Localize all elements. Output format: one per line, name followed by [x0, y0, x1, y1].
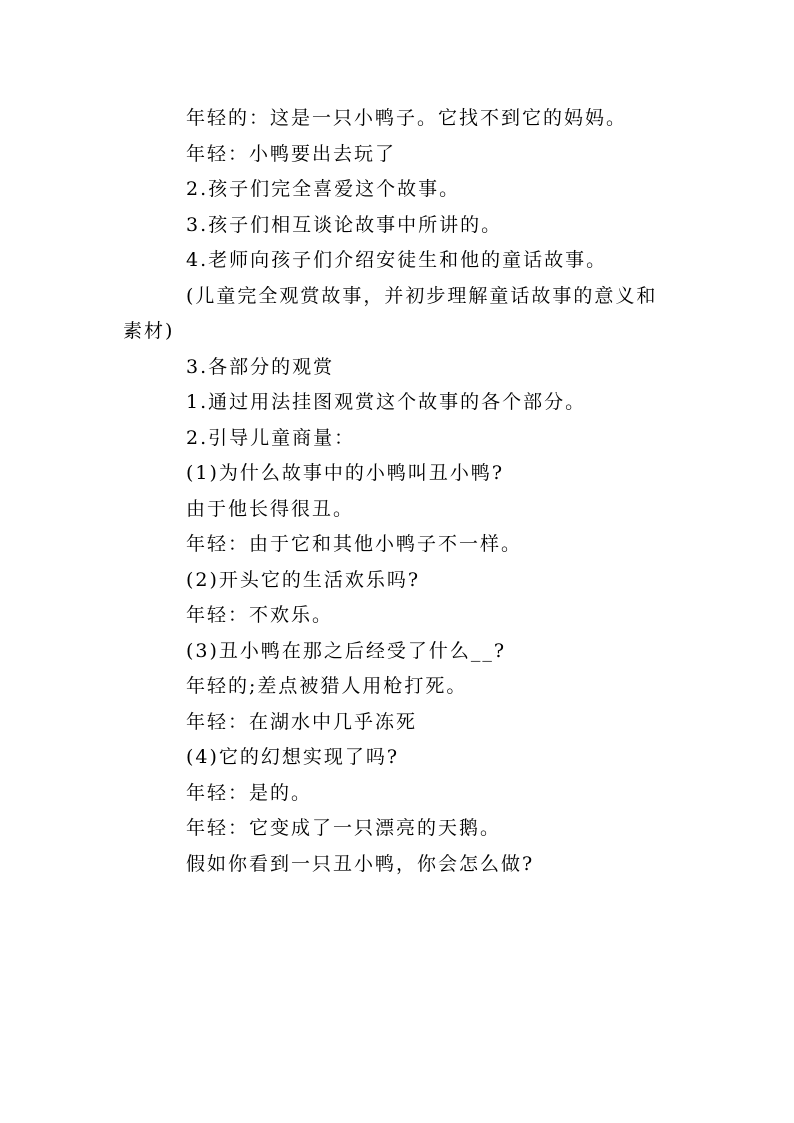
question-line: (2)开头它的生活欢乐吗? [186, 568, 421, 591]
text-line: 4.老师向孩子们介绍安徒生和他的童话故事。 [186, 249, 608, 271]
text-line: 年轻：小鸭要出去玩了 [186, 142, 397, 165]
text-line: 1.通过用法挂图观赏这个故事的各个部分。 [186, 391, 587, 413]
answer-line: 年轻：不欢乐。 [186, 604, 334, 626]
question-line: 假如你看到一只丑小鸭，你会怎么做? [186, 852, 535, 875]
text-line: (儿童完全观赏故事，并初步理解童话故事的意义和 [186, 284, 658, 307]
text-line: 年轻的：这是一只小鸭子。它找不到它的妈妈。 [186, 107, 628, 129]
question-line: (1)为什么故事中的小鸭叫丑小鸭? [186, 462, 505, 484]
answer-line: 年轻：由于它和其他小鸭子不一样。 [186, 533, 523, 555]
answer-line: 由于他长得很丑。 [186, 497, 355, 520]
answer-line: 年轻：是的。 [186, 781, 313, 804]
document-body [123, 101, 683, 882]
question-line: (4)它的幻想实现了吗? [186, 746, 400, 768]
answer-line: 年轻的;差点被猎人用枪打死。 [186, 675, 468, 697]
answer-line: 年轻：它变成了一只漂亮的天鹅。 [186, 817, 502, 839]
question-line: (3)丑小鸭在那之后经受了什么__? [186, 639, 507, 662]
answer-line: 年轻：在湖水中几乎冻死 [186, 710, 418, 733]
section-heading: 3.各部分的观赏 [186, 355, 335, 378]
text-line: 素材) [123, 320, 175, 342]
text-line: 2.孩子们完全喜爱这个故事。 [186, 178, 461, 200]
text-line: 3.孩子们相互谈论故事中所讲的。 [186, 213, 503, 236]
text-line: 2.引导儿童商量： [186, 426, 356, 449]
